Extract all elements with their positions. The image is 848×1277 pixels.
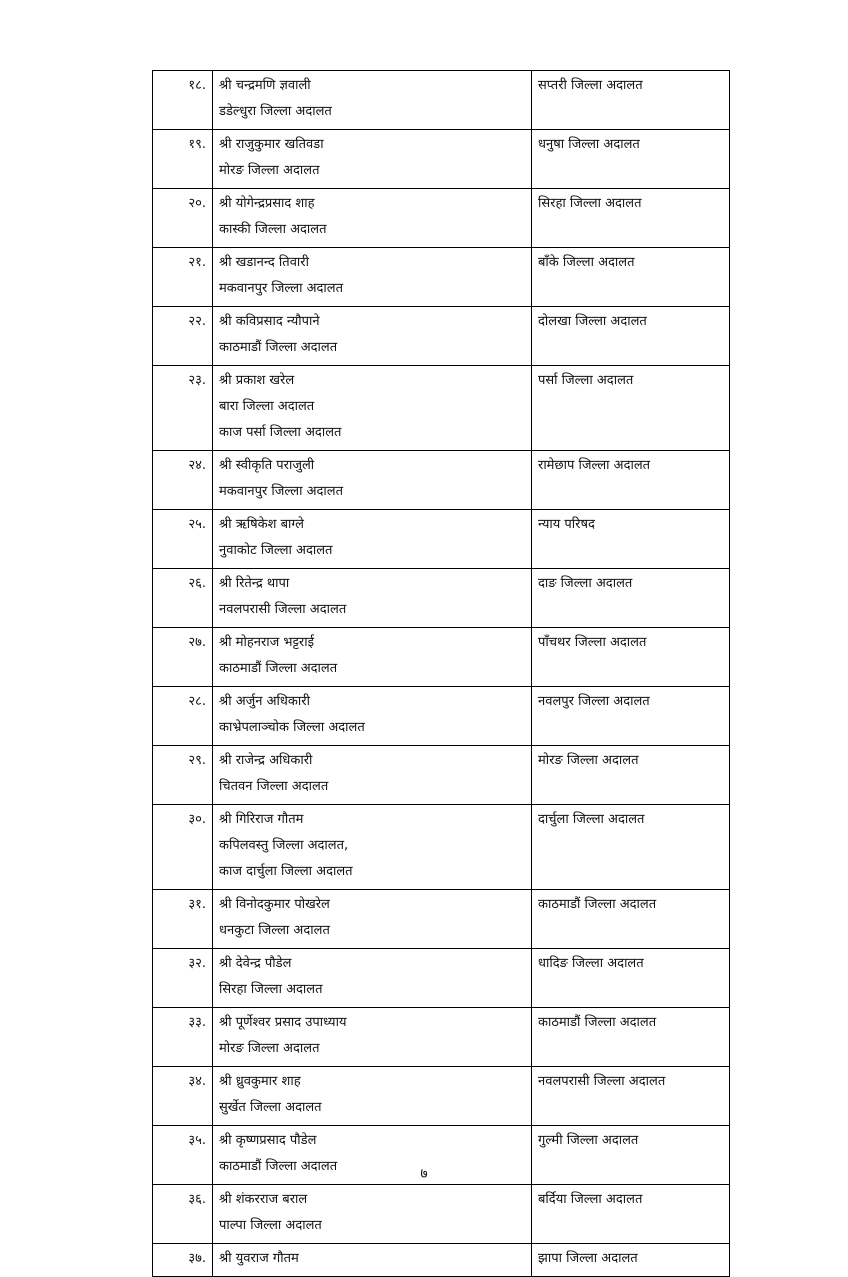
current-court: सिरहा जिल्ला अदालत	[219, 982, 323, 997]
transferred-court: सप्तरी जिल्ला अदालत	[538, 78, 643, 93]
transferred-court-cell	[532, 687, 730, 746]
name-and-current-court-cell	[213, 805, 532, 890]
current-court: नुवाकोट जिल्ला अदालत	[219, 543, 333, 558]
serial-number: २५.	[188, 517, 206, 532]
serial-number: १९.	[188, 137, 206, 152]
transferred-court-cell	[532, 1008, 730, 1067]
serial-number-cell	[153, 1008, 213, 1067]
current-court: काठमाडौं जिल्ला अदालत	[219, 661, 338, 676]
judge-name: श्री ध्रुवकुमार शाह	[219, 1074, 301, 1089]
table-row	[153, 890, 730, 949]
name-and-current-court-cell	[213, 366, 532, 451]
table-row	[153, 1185, 730, 1244]
transferred-court-cell	[532, 71, 730, 130]
transferred-court: झापा जिल्ला अदालत	[538, 1251, 638, 1266]
serial-number: ३४.	[188, 1074, 206, 1089]
table-row	[153, 1067, 730, 1126]
current-court: डडेल्धुरा जिल्ला अदालत	[219, 104, 332, 119]
current-court: काज दार्चुला जिल्ला अदालत	[219, 864, 353, 879]
serial-number-cell	[153, 1067, 213, 1126]
name-and-current-court-cell	[213, 451, 532, 510]
table-row	[153, 628, 730, 687]
judge-name: श्री खडानन्द तिवारी	[219, 255, 309, 270]
transferred-court-cell	[532, 451, 730, 510]
judge-name: श्री चन्द्रमणि ज्ञवाली	[219, 78, 311, 93]
transferred-court: रामेछाप जिल्ला अदालत	[538, 458, 651, 473]
judge-name: श्री राजुकुमार खतिवडा	[219, 137, 324, 152]
transferred-court-cell	[532, 628, 730, 687]
current-court: धनकुटा जिल्ला अदालत	[219, 923, 330, 938]
table-row	[153, 189, 730, 248]
serial-number-cell	[153, 510, 213, 569]
judge-name: श्री विनोदकुमार पोखरेल	[219, 897, 330, 912]
current-court: मोरङ जिल्ला अदालत	[219, 1041, 320, 1056]
judge-name: श्री ऋषिकेश बाग्ले	[219, 517, 304, 532]
serial-number: ३५.	[188, 1133, 206, 1148]
judge-name: श्री योगेन्द्रप्रसाद शाह	[219, 196, 315, 211]
transferred-court: धादिङ जिल्ला अदालत	[538, 956, 644, 971]
name-and-current-court-cell	[213, 687, 532, 746]
serial-number: २७.	[188, 635, 206, 650]
name-and-current-court-cell	[213, 746, 532, 805]
judge-name: श्री रितेन्द्र थापा	[219, 576, 290, 591]
serial-number: २८.	[188, 694, 206, 709]
serial-number: ३१.	[188, 897, 206, 912]
transferred-court-cell	[532, 1244, 730, 1277]
table-row	[153, 451, 730, 510]
transferred-court-cell	[532, 366, 730, 451]
serial-number-cell	[153, 366, 213, 451]
transferred-court-cell	[532, 1185, 730, 1244]
serial-number: २६.	[188, 576, 206, 591]
serial-number: २४.	[188, 458, 206, 473]
transferred-court: सिरहा जिल्ला अदालत	[538, 196, 642, 211]
transferred-court: नवलपुर जिल्ला अदालत	[538, 694, 650, 709]
name-and-current-court-cell	[213, 510, 532, 569]
transferred-court-cell	[532, 130, 730, 189]
judge-name: श्री गिरिराज गौतम	[219, 812, 304, 827]
current-court: नवलपरासी जिल्ला अदालत	[219, 602, 347, 617]
current-court: पाल्पा जिल्ला अदालत	[219, 1218, 322, 1233]
table-row	[153, 569, 730, 628]
serial-number-cell	[153, 890, 213, 949]
judge-name: श्री देवेन्द्र पौडेल	[219, 956, 292, 971]
judge-name: श्री पूर्णेश्वर प्रसाद उपाध्याय	[219, 1015, 347, 1030]
serial-number-cell	[153, 805, 213, 890]
current-court: काभ्रेपलाञ्चोक जिल्ला अदालत	[219, 720, 365, 735]
table-row	[153, 366, 730, 451]
current-court: कपिलवस्तु जिल्ला अदालत,	[219, 838, 349, 853]
serial-number: १८.	[188, 78, 206, 93]
serial-number: ३६.	[188, 1192, 206, 1207]
transferred-court: न्याय परिषद	[538, 517, 595, 532]
current-court: सुर्खेत जिल्ला अदालत	[219, 1100, 322, 1115]
name-and-current-court-cell	[213, 307, 532, 366]
name-and-current-court-cell	[213, 949, 532, 1008]
transferred-court: पर्सा जिल्ला अदालत	[538, 373, 634, 388]
serial-number-cell	[153, 307, 213, 366]
transferred-court-cell	[532, 746, 730, 805]
current-court: चितवन जिल्ला अदालत	[219, 779, 329, 794]
table-row	[153, 71, 730, 130]
name-and-current-court-cell	[213, 1067, 532, 1126]
serial-number-cell	[153, 1244, 213, 1277]
name-and-current-court-cell	[213, 189, 532, 248]
serial-number-cell	[153, 71, 213, 130]
transfer-table-body	[153, 71, 730, 1277]
table-row	[153, 805, 730, 890]
table-row	[153, 949, 730, 1008]
current-court: बारा जिल्ला अदालत	[219, 399, 315, 414]
serial-number-cell	[153, 130, 213, 189]
transferred-court-cell	[532, 949, 730, 1008]
transferred-court: बर्दिया जिल्ला अदालत	[538, 1192, 643, 1207]
name-and-current-court-cell	[213, 130, 532, 189]
name-and-current-court-cell	[213, 628, 532, 687]
name-and-current-court-cell	[213, 569, 532, 628]
table-row	[153, 248, 730, 307]
transferred-court: मोरङ जिल्ला अदालत	[538, 753, 639, 768]
name-and-current-court-cell	[213, 1185, 532, 1244]
name-and-current-court-cell	[213, 1244, 532, 1277]
serial-number: २१.	[188, 255, 206, 270]
page-number: ७	[420, 1166, 428, 1182]
serial-number: ३३.	[188, 1015, 206, 1030]
transferred-court-cell	[532, 189, 730, 248]
transfer-table	[152, 70, 730, 1277]
transferred-court-cell	[532, 1067, 730, 1126]
transferred-court: धनुषा जिल्ला अदालत	[538, 137, 640, 152]
serial-number: ३२.	[188, 956, 206, 971]
transferred-court: पाँचथर जिल्ला अदालत	[538, 635, 647, 650]
serial-number-cell	[153, 628, 213, 687]
name-and-current-court-cell	[213, 1008, 532, 1067]
current-court: काज पर्सा जिल्ला अदालत	[219, 425, 342, 440]
judge-name: श्री राजेन्द्र अधिकारी	[219, 753, 313, 768]
judge-name: श्री कविप्रसाद न्यौपाने	[219, 314, 320, 329]
serial-number-cell	[153, 746, 213, 805]
current-court: काठमाडौं जिल्ला अदालत	[219, 340, 338, 355]
transferred-court: दोलखा जिल्ला अदालत	[538, 314, 647, 329]
serial-number: ३०.	[188, 812, 206, 827]
current-court: मोरङ जिल्ला अदालत	[219, 163, 320, 178]
transferred-court: काठमाडौं जिल्ला अदालत	[538, 897, 657, 912]
current-court: काठमाडौं जिल्ला अदालत	[219, 1159, 338, 1174]
judge-name: श्री कृष्णप्रसाद पौडेल	[219, 1133, 317, 1148]
transferred-court: दार्चुला जिल्ला अदालत	[538, 812, 645, 827]
current-court: मकवानपुर जिल्ला अदालत	[219, 484, 344, 499]
table-row	[153, 130, 730, 189]
transferred-court: बाँके जिल्ला अदालत	[538, 255, 635, 270]
serial-number-cell	[153, 248, 213, 307]
transferred-court: नवलपरासी जिल्ला अदालत	[538, 1074, 666, 1089]
judge-name: श्री शंकरराज बराल	[219, 1192, 308, 1207]
judge-name: श्री प्रकाश खरेल	[219, 373, 295, 388]
judge-name: श्री युवराज गौतम	[219, 1251, 299, 1266]
serial-number: ३७.	[188, 1251, 206, 1266]
transferred-court-cell	[532, 248, 730, 307]
transferred-court-cell	[532, 805, 730, 890]
serial-number: २०.	[188, 196, 206, 211]
serial-number-cell	[153, 687, 213, 746]
serial-number: २२.	[188, 314, 206, 329]
name-and-current-court-cell	[213, 248, 532, 307]
transferred-court: काठमाडौं जिल्ला अदालत	[538, 1015, 657, 1030]
table-row	[153, 687, 730, 746]
table-row	[153, 1008, 730, 1067]
current-court: मकवानपुर जिल्ला अदालत	[219, 281, 344, 296]
table-row	[153, 307, 730, 366]
table-row	[153, 1244, 730, 1277]
transferred-court: दाङ जिल्ला अदालत	[538, 576, 633, 591]
serial-number-cell	[153, 1185, 213, 1244]
current-court: कास्की जिल्ला अदालत	[219, 222, 327, 237]
table-row	[153, 510, 730, 569]
transferred-court-cell	[532, 569, 730, 628]
serial-number-cell	[153, 189, 213, 248]
transferred-court-cell	[532, 307, 730, 366]
name-and-current-court-cell	[213, 890, 532, 949]
serial-number: २९.	[188, 753, 206, 768]
transferred-court-cell	[532, 890, 730, 949]
transferred-court-cell	[532, 510, 730, 569]
name-and-current-court-cell	[213, 71, 532, 130]
serial-number: २३.	[188, 373, 206, 388]
judge-name: श्री स्वीकृति पराजुली	[219, 458, 315, 473]
judge-name: श्री अर्जुन अधिकारी	[219, 694, 310, 709]
judge-name: श्री मोहनराज भट्टराई	[219, 635, 314, 650]
transferred-court: गुल्मी जिल्ला अदालत	[538, 1133, 639, 1148]
serial-number-cell	[153, 451, 213, 510]
serial-number-cell	[153, 949, 213, 1008]
serial-number-cell	[153, 569, 213, 628]
table-row	[153, 746, 730, 805]
